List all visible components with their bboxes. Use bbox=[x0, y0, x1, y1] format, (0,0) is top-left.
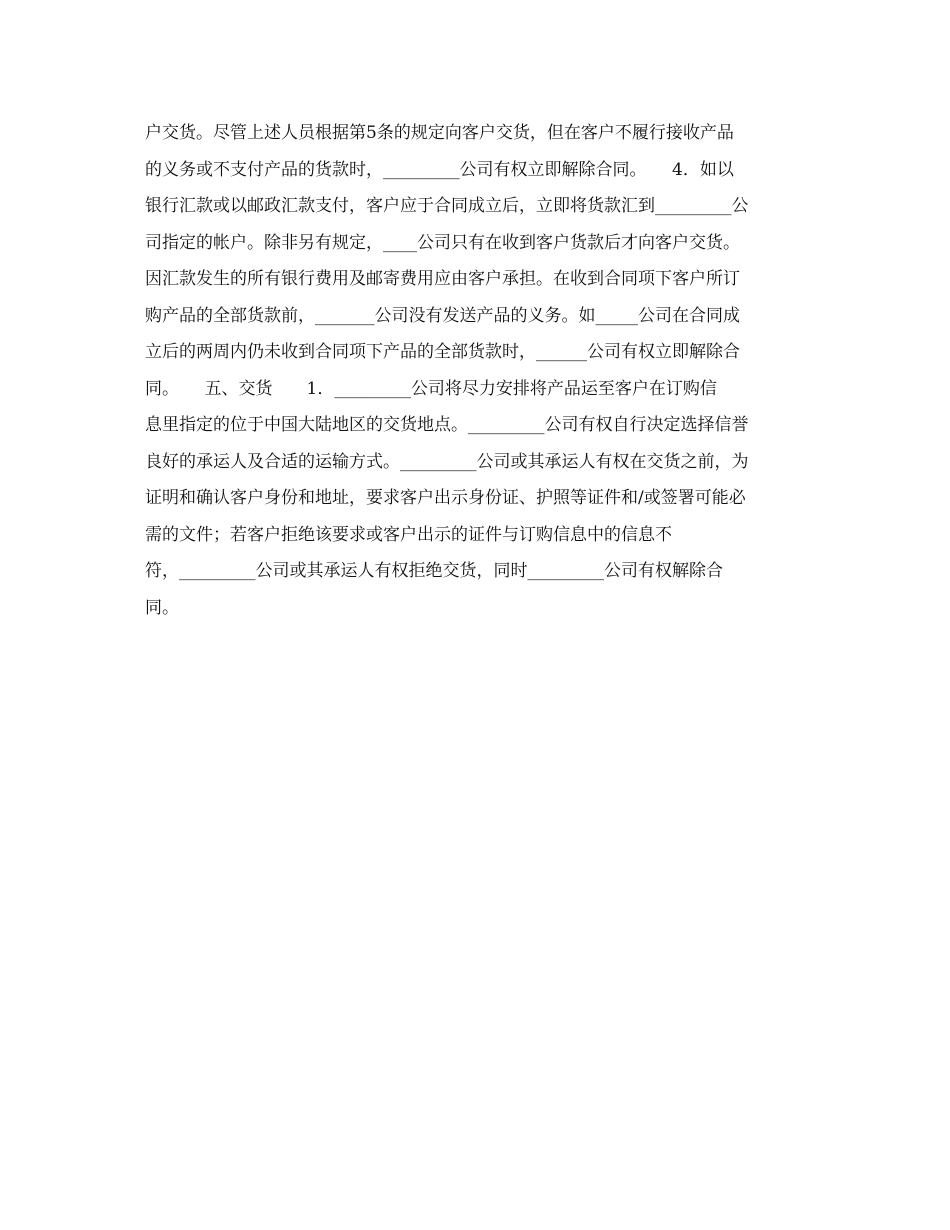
text-line: 购产品的全部货款前，_______公司没有发送产品的义务。如_____公司在合同成 bbox=[145, 305, 740, 326]
text-line: 银行汇款或以邮政汇款支付，客户应于合同成立后，立即将货款汇到_________公 bbox=[145, 196, 749, 216]
text-line: 立后的两周内仍未收到合同项下产品的全部货款时，______公司有权立即解除合 bbox=[145, 342, 740, 362]
text-line: 户交货。尽管上述人员根据第5条的规定向客户交货，但在客户不履行接收产品 bbox=[145, 123, 734, 143]
text-line: 需的文件；若客户拒绝该要求或客户出示的证件与订购信息中的信息不 bbox=[145, 524, 672, 545]
text-line: 良好的承运人及合适的运输方式。_________公司或其承运人有权在交货之前，为 bbox=[145, 451, 749, 472]
text-line: 证明和确认客户身份和地址，要求客户出示身份证、护照等证件和/或签署可能必 bbox=[145, 488, 746, 508]
text-line: 息里指定的位于中国大陆地区的交货地点。_________公司有权自行决定选择信誉 bbox=[145, 415, 749, 435]
text-line: 同。 五、交货 1．_________公司将尽力安排将产品运至客户在订购信 bbox=[145, 378, 717, 399]
text-line: 因汇款发生的所有银行费用及邮寄费用应由客户承担。在收到合同项下客户所订 bbox=[145, 269, 740, 289]
text-line: 符，_________公司或其承运人有权拒绝交货，同时_________公司有权解除合 bbox=[145, 561, 723, 581]
text-line: 同。 bbox=[145, 597, 179, 618]
text-line: 司指定的帐户。除非另有规定，____公司只有在收到客户货款后才向客户交货。 bbox=[145, 232, 740, 253]
contract-text bbox=[145, 115, 815, 626]
text-line: 的义务或不支付产品的货款时，_________公司有权立即解除合同。 4．如以 bbox=[145, 159, 734, 180]
